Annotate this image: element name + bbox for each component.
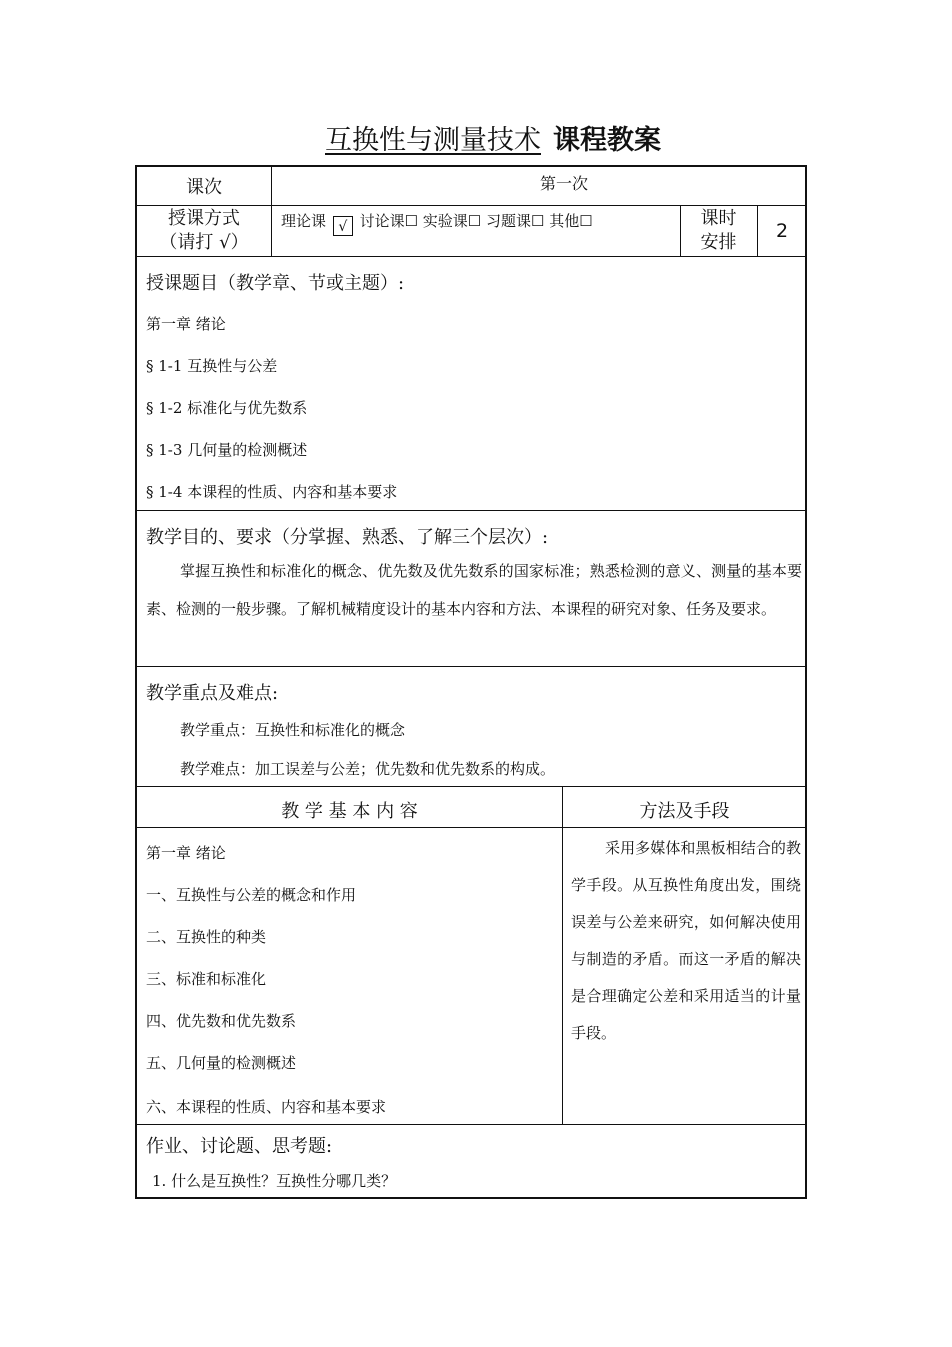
page-title — [0, 122, 952, 160]
topic-line: § 1-1 互换性与公差 — [146, 357, 278, 375]
homework-item: 1. 什么是互换性？互换性分哪几类？ — [152, 1172, 397, 1190]
check-mark-icon: √ — [338, 219, 348, 235]
content-line: 一、互换性与公差的概念和作用 — [146, 886, 357, 904]
keypoints-difficulty: 教学难点：加工误差与公差；优先数和优先数系的构成。 — [180, 760, 556, 778]
row-divider — [137, 666, 807, 667]
col-divider — [562, 786, 563, 1124]
row-divider — [137, 510, 807, 511]
topic-line: § 1-3 几何量的检测概述 — [146, 441, 308, 459]
row-divider — [137, 827, 807, 828]
row-divider — [137, 786, 807, 787]
objectives-body: 掌握互换性和标准化的概念、优先数及优先数系的国家标准；熟悉检测的意义、测量的基本要素、检测的一般步骤。了解机械精度设计的基本内容和方法、本课程的研究对象、任务及要求。 — [146, 562, 802, 618]
topic-heading: 授课题目（教学章、节或主题）: — [146, 273, 405, 294]
option-theory: 理论课 — [281, 212, 327, 230]
course-name-text: 互换性与测量技术 — [325, 125, 541, 156]
content-line: 五、几何量的检测概述 — [146, 1054, 297, 1072]
topic-line: § 1-2 标准化与优先数系 — [146, 399, 308, 417]
content-line: 第一章 绪论 — [146, 844, 226, 862]
course-name — [291, 122, 553, 160]
content-line: 六、本课程的性质、内容和基本要求 — [146, 1098, 387, 1116]
title-suffix: 课程教案 — [553, 125, 661, 156]
homework-heading: 作业、讨论题、思考题: — [146, 1136, 333, 1157]
session-value: 第一次 — [539, 174, 588, 193]
hours-label-line2: 安排 — [700, 232, 737, 253]
keypoints-focus: 教学重点：互换性和标准化的概念 — [180, 721, 406, 739]
topic-line: 第一章 绪论 — [146, 315, 226, 333]
row-divider — [137, 1124, 807, 1125]
keypoints-heading: 教学重点及难点: — [146, 683, 279, 704]
content-line: 四、优先数和优先数系 — [146, 1012, 297, 1030]
content-header: 教 学 基 本 内 容 — [281, 801, 418, 822]
other-options: 讨论课☐ 实验课☐ 习题课☐ 其他☐ — [359, 212, 593, 230]
hours-value: 2 — [775, 220, 789, 242]
hours-label-line1: 课时 — [700, 208, 737, 229]
method-label-line2: （请打 √） — [159, 232, 249, 253]
content-line: 三、标准和标准化 — [146, 970, 267, 988]
session-label: 课次 — [186, 177, 222, 198]
objectives-heading: 教学目的、要求（分掌握、熟悉、了解三个层次）: — [146, 527, 549, 548]
method-options — [281, 210, 593, 236]
row-divider — [137, 256, 807, 257]
method-label-line1: 授课方式 — [168, 208, 240, 229]
content-line: 二、互换性的种类 — [146, 928, 267, 946]
row-divider — [137, 205, 807, 206]
method-header: 方法及手段 — [639, 801, 730, 822]
lesson-plan-table — [135, 165, 807, 1199]
checkbox-theory[interactable] — [333, 216, 353, 236]
topic-line: § 1-4 本课程的性质、内容和基本要求 — [146, 483, 398, 501]
method-description: 采用多媒体和黑板相结合的教学手段。从互换性角度出发，围绕误差与公差来研究，如何解决使用与制造的矛盾。而这一矛盾的解决是合理确定公差和采用适当的计量手段。 — [571, 839, 801, 1042]
